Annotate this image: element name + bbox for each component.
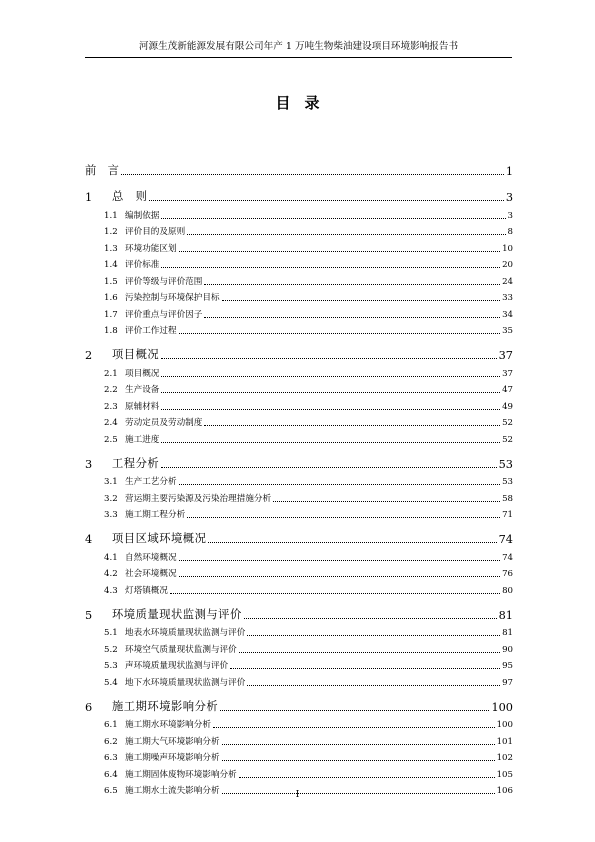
toc-entry-number: 1 — [85, 191, 93, 204]
toc-subsection-entry[interactable] — [85, 320, 513, 337]
toc-subsection-entry[interactable] — [85, 487, 513, 504]
running-header: 河源生茂新能源发展有限公司年产 1 万吨生物柴油建设项目环境影响报告书 — [138, 41, 459, 52]
toc-subsection-entry[interactable] — [85, 714, 513, 731]
toc-entry-page: 53 — [502, 477, 513, 487]
dot-leader — [149, 200, 503, 201]
toc-entry-page: 47 — [502, 385, 513, 395]
toc-subsection-entry[interactable] — [85, 287, 513, 304]
toc-subsection-entry[interactable] — [85, 730, 513, 747]
toc-subsection-entry[interactable] — [85, 270, 513, 287]
toc-entry-label: 生产工艺分析 — [125, 477, 177, 487]
dot-leader — [121, 174, 504, 175]
toc-entry-number: 1.1 — [104, 210, 118, 221]
toc-entry-number: 6.4 — [104, 769, 118, 780]
toc-entry-label: 营运期主要污染源及污染治理措施分析 — [125, 493, 272, 504]
toc-entry-number: 6 — [85, 700, 93, 714]
toc-entry-number: 3 — [85, 457, 93, 471]
toc-entry-page: 106 — [496, 786, 513, 796]
toc-subsection-entry[interactable] — [85, 254, 513, 271]
toc-entry-page: 49 — [502, 401, 513, 412]
toc-title: 目录 — [275, 94, 334, 112]
toc-entry-label: 环境空气质量现状监测与评价 — [125, 644, 237, 655]
toc-entry-label: 工程分析 — [112, 456, 160, 470]
toc-entry-label: 劳动定员及劳动制度 — [125, 418, 203, 428]
toc-entry-label: 声环境质量现状监测与评价 — [125, 661, 229, 671]
toc-entry-label: 评价工作过程 — [125, 326, 177, 336]
dot-leader — [208, 542, 496, 543]
dot-leader — [161, 267, 500, 268]
dot-leader — [161, 467, 496, 468]
toc-entry-number: 4.1 — [104, 552, 118, 563]
toc-entry-page: 3 — [505, 191, 513, 204]
toc-chapter-entry[interactable] — [85, 596, 513, 622]
toc-entry-page: 58 — [502, 493, 513, 504]
toc-entry-page: 100 — [491, 700, 513, 714]
toc-subsection-entry[interactable] — [85, 362, 513, 379]
toc-entry-label: 评价等级与评价范围 — [125, 276, 203, 287]
toc-entry-label: 施工期环境影响分析 — [112, 699, 219, 713]
toc-chapter-entry[interactable] — [85, 688, 513, 714]
header-rule — [85, 57, 512, 58]
dot-leader — [179, 251, 500, 252]
toc-entry-label: 评价重点与评价因子 — [125, 309, 203, 320]
dot-leader — [161, 358, 496, 359]
toc-entry-label: 评价目的及原则 — [125, 227, 186, 237]
toc-entry-label: 施工期固体废物环境影响分析 — [125, 769, 237, 780]
toc-entry-label: 环境功能区划 — [125, 243, 177, 254]
dot-leader — [204, 425, 500, 426]
toc-entry-label: 施工期噪声环境影响分析 — [125, 753, 220, 763]
dot-leader — [204, 317, 500, 318]
toc-entry-page: 102 — [496, 753, 513, 763]
toc-entry-number: 2.1 — [104, 368, 118, 379]
toc-chapter-entry[interactable] — [85, 445, 513, 471]
toc-entry-page: 37 — [502, 368, 513, 379]
dot-leader — [179, 333, 500, 334]
toc-subsection-entry[interactable] — [85, 622, 513, 639]
toc-entry-number: 6.1 — [104, 720, 118, 730]
dot-leader — [222, 760, 495, 761]
toc-entry-number: 4 — [85, 533, 93, 546]
toc-entry-page: 80 — [502, 585, 513, 596]
toc-entry-number: 6.5 — [104, 786, 118, 796]
toc-chapter-entry[interactable] — [85, 520, 513, 546]
toc-entry-number: 2.2 — [104, 385, 118, 395]
toc-subsection-entry[interactable] — [85, 221, 513, 238]
dot-leader — [222, 300, 501, 301]
toc-subsection-entry[interactable] — [85, 428, 513, 445]
toc-entry-page: 24 — [502, 276, 513, 287]
toc-entry-page: 74 — [498, 533, 513, 546]
toc-entry-page: 20 — [502, 260, 513, 270]
toc-entry-number: 3.1 — [104, 477, 118, 487]
toc-entry-label: 灯塔镇概况 — [125, 585, 168, 596]
toc-entry-label: 环境质量现状监测与评价 — [112, 607, 242, 621]
toc-entry-label: 地下水环境质量现状监测与评价 — [125, 677, 246, 688]
dot-leader — [161, 409, 500, 410]
dot-leader — [230, 668, 500, 669]
toc-entry-page: 105 — [496, 769, 513, 780]
toc-subsection-entry[interactable] — [85, 579, 513, 596]
toc-entry-number: 3.3 — [104, 510, 118, 520]
toc-subsection-entry[interactable] — [85, 237, 513, 254]
toc-chapter-entry[interactable] — [85, 178, 513, 204]
dot-leader — [239, 777, 495, 778]
toc-subsection-entry[interactable] — [85, 638, 513, 655]
toc-subsection-entry[interactable] — [85, 763, 513, 780]
toc-entry-page: 100 — [496, 720, 513, 730]
toc-entry-number: 5.2 — [104, 644, 118, 655]
dot-leader — [179, 484, 500, 485]
toc-entry-number: 2.5 — [104, 434, 118, 445]
toc-entry-number: 6.2 — [104, 736, 118, 747]
dot-leader — [204, 284, 500, 285]
dot-leader — [179, 576, 500, 577]
toc-entry-page: 37 — [498, 349, 513, 362]
toc-entry-label: 污染控制与环境保护目标 — [125, 293, 220, 303]
dot-leader — [222, 744, 495, 745]
toc-subsection-entry[interactable] — [85, 747, 513, 764]
toc-entry-number: 3.2 — [104, 493, 118, 504]
toc-entry-page: 3 — [507, 210, 513, 221]
toc-entry-page: 53 — [498, 457, 513, 471]
toc-entry-page: 35 — [502, 326, 513, 336]
toc-entry-label: 原辅材料 — [125, 401, 160, 412]
dot-leader — [273, 501, 500, 502]
toc-entry-number: 1.8 — [104, 326, 118, 336]
toc-entry-label: 评价标准 — [125, 260, 160, 270]
toc-entry-number: 2 — [85, 349, 93, 362]
dot-leader — [247, 635, 500, 636]
toc-chapter-entry[interactable] — [85, 336, 513, 362]
toc-entry-label: 总 则 — [112, 190, 148, 203]
toc-entry-label: 自然环境概况 — [125, 552, 177, 563]
toc-subsection-entry[interactable] — [85, 655, 513, 672]
toc-entry-page: 52 — [502, 418, 513, 428]
dot-leader — [220, 710, 489, 711]
toc-entry-page: 74 — [502, 552, 513, 563]
toc-entry-label: 生产设备 — [125, 385, 160, 395]
toc-entry-page: 34 — [502, 309, 513, 320]
toc-entry-page: 8 — [507, 227, 513, 237]
dot-leader — [179, 560, 500, 561]
toc-subsection-entry[interactable] — [85, 395, 513, 412]
toc-entry-number: 1.3 — [104, 243, 118, 254]
toc-entry-page: 81 — [498, 608, 513, 622]
toc-entry-page: 10 — [502, 243, 513, 254]
toc-entry-number: 2.4 — [104, 418, 118, 428]
toc-entry-number: 1.4 — [104, 260, 118, 270]
toc-entry-number: 5.4 — [104, 677, 118, 688]
toc-entry-label: 施工期大气环境影响分析 — [125, 736, 220, 747]
toc-entry-label: 地表水环境质量现状监测与评价 — [125, 628, 246, 638]
toc-entry-number: 4.3 — [104, 585, 118, 596]
toc-entry-label: 施工期水环境影响分析 — [125, 720, 211, 730]
table-of-contents — [85, 152, 513, 796]
toc-entry-number: 5 — [85, 608, 93, 622]
dot-leader — [161, 442, 500, 443]
toc-subsection-entry[interactable] — [85, 379, 513, 396]
toc-entry-label: 前 言 — [85, 164, 119, 177]
page-number: I — [295, 790, 300, 800]
toc-entry-page: 95 — [502, 661, 513, 671]
toc-entry-label: 项目区域环境概况 — [112, 532, 207, 545]
toc-entry-page: 90 — [502, 644, 513, 655]
toc-subsection-entry[interactable] — [85, 504, 513, 521]
toc-entry-number: 1.2 — [104, 227, 118, 237]
toc-chapter-entry[interactable] — [85, 152, 513, 178]
toc-entry-page: 97 — [502, 677, 513, 688]
toc-entry-label: 社会环境概况 — [125, 569, 177, 579]
dot-leader — [213, 727, 495, 728]
toc-entry-page: 76 — [502, 569, 513, 579]
toc-entry-page: 71 — [502, 510, 513, 520]
toc-subsection-entry[interactable] — [85, 412, 513, 429]
toc-entry-label: 施工期水土流失影响分析 — [125, 786, 220, 796]
toc-entry-number: 5.1 — [104, 628, 118, 638]
toc-entry-label: 施工进度 — [125, 434, 160, 445]
toc-subsection-entry[interactable] — [85, 471, 513, 488]
toc-entry-page: 101 — [496, 736, 513, 747]
toc-entry-number: 5.3 — [104, 661, 118, 671]
toc-entry-number: 4.2 — [104, 569, 118, 579]
toc-entry-number: 1.6 — [104, 293, 118, 303]
toc-entry-number: 2.3 — [104, 401, 118, 412]
dot-leader — [170, 593, 500, 594]
dot-leader — [239, 652, 500, 653]
toc-entry-page: 1 — [505, 165, 513, 178]
toc-entry-page: 33 — [502, 293, 513, 303]
dot-leader — [187, 234, 505, 235]
dot-leader — [161, 392, 500, 393]
toc-entry-number: 1.7 — [104, 309, 118, 320]
dot-leader — [247, 685, 500, 686]
dot-leader — [244, 618, 497, 619]
toc-entry-label: 项目概况 — [112, 348, 160, 361]
toc-subsection-entry[interactable] — [85, 546, 513, 563]
toc-entry-number: 6.3 — [104, 753, 118, 763]
toc-entry-page: 81 — [502, 628, 513, 638]
toc-entry-label: 施工期工程分析 — [125, 510, 186, 520]
toc-entry-label: 项目概况 — [125, 368, 160, 379]
toc-entry-number: 1.5 — [104, 276, 118, 287]
toc-subsection-entry[interactable] — [85, 303, 513, 320]
dot-leader — [161, 218, 505, 219]
dot-leader — [161, 376, 500, 377]
toc-subsection-entry[interactable] — [85, 563, 513, 580]
toc-entry-page: 52 — [502, 434, 513, 445]
toc-entry-label: 编制依据 — [125, 210, 160, 221]
toc-subsection-entry[interactable] — [85, 671, 513, 688]
toc-subsection-entry[interactable] — [85, 204, 513, 221]
dot-leader — [187, 517, 500, 518]
